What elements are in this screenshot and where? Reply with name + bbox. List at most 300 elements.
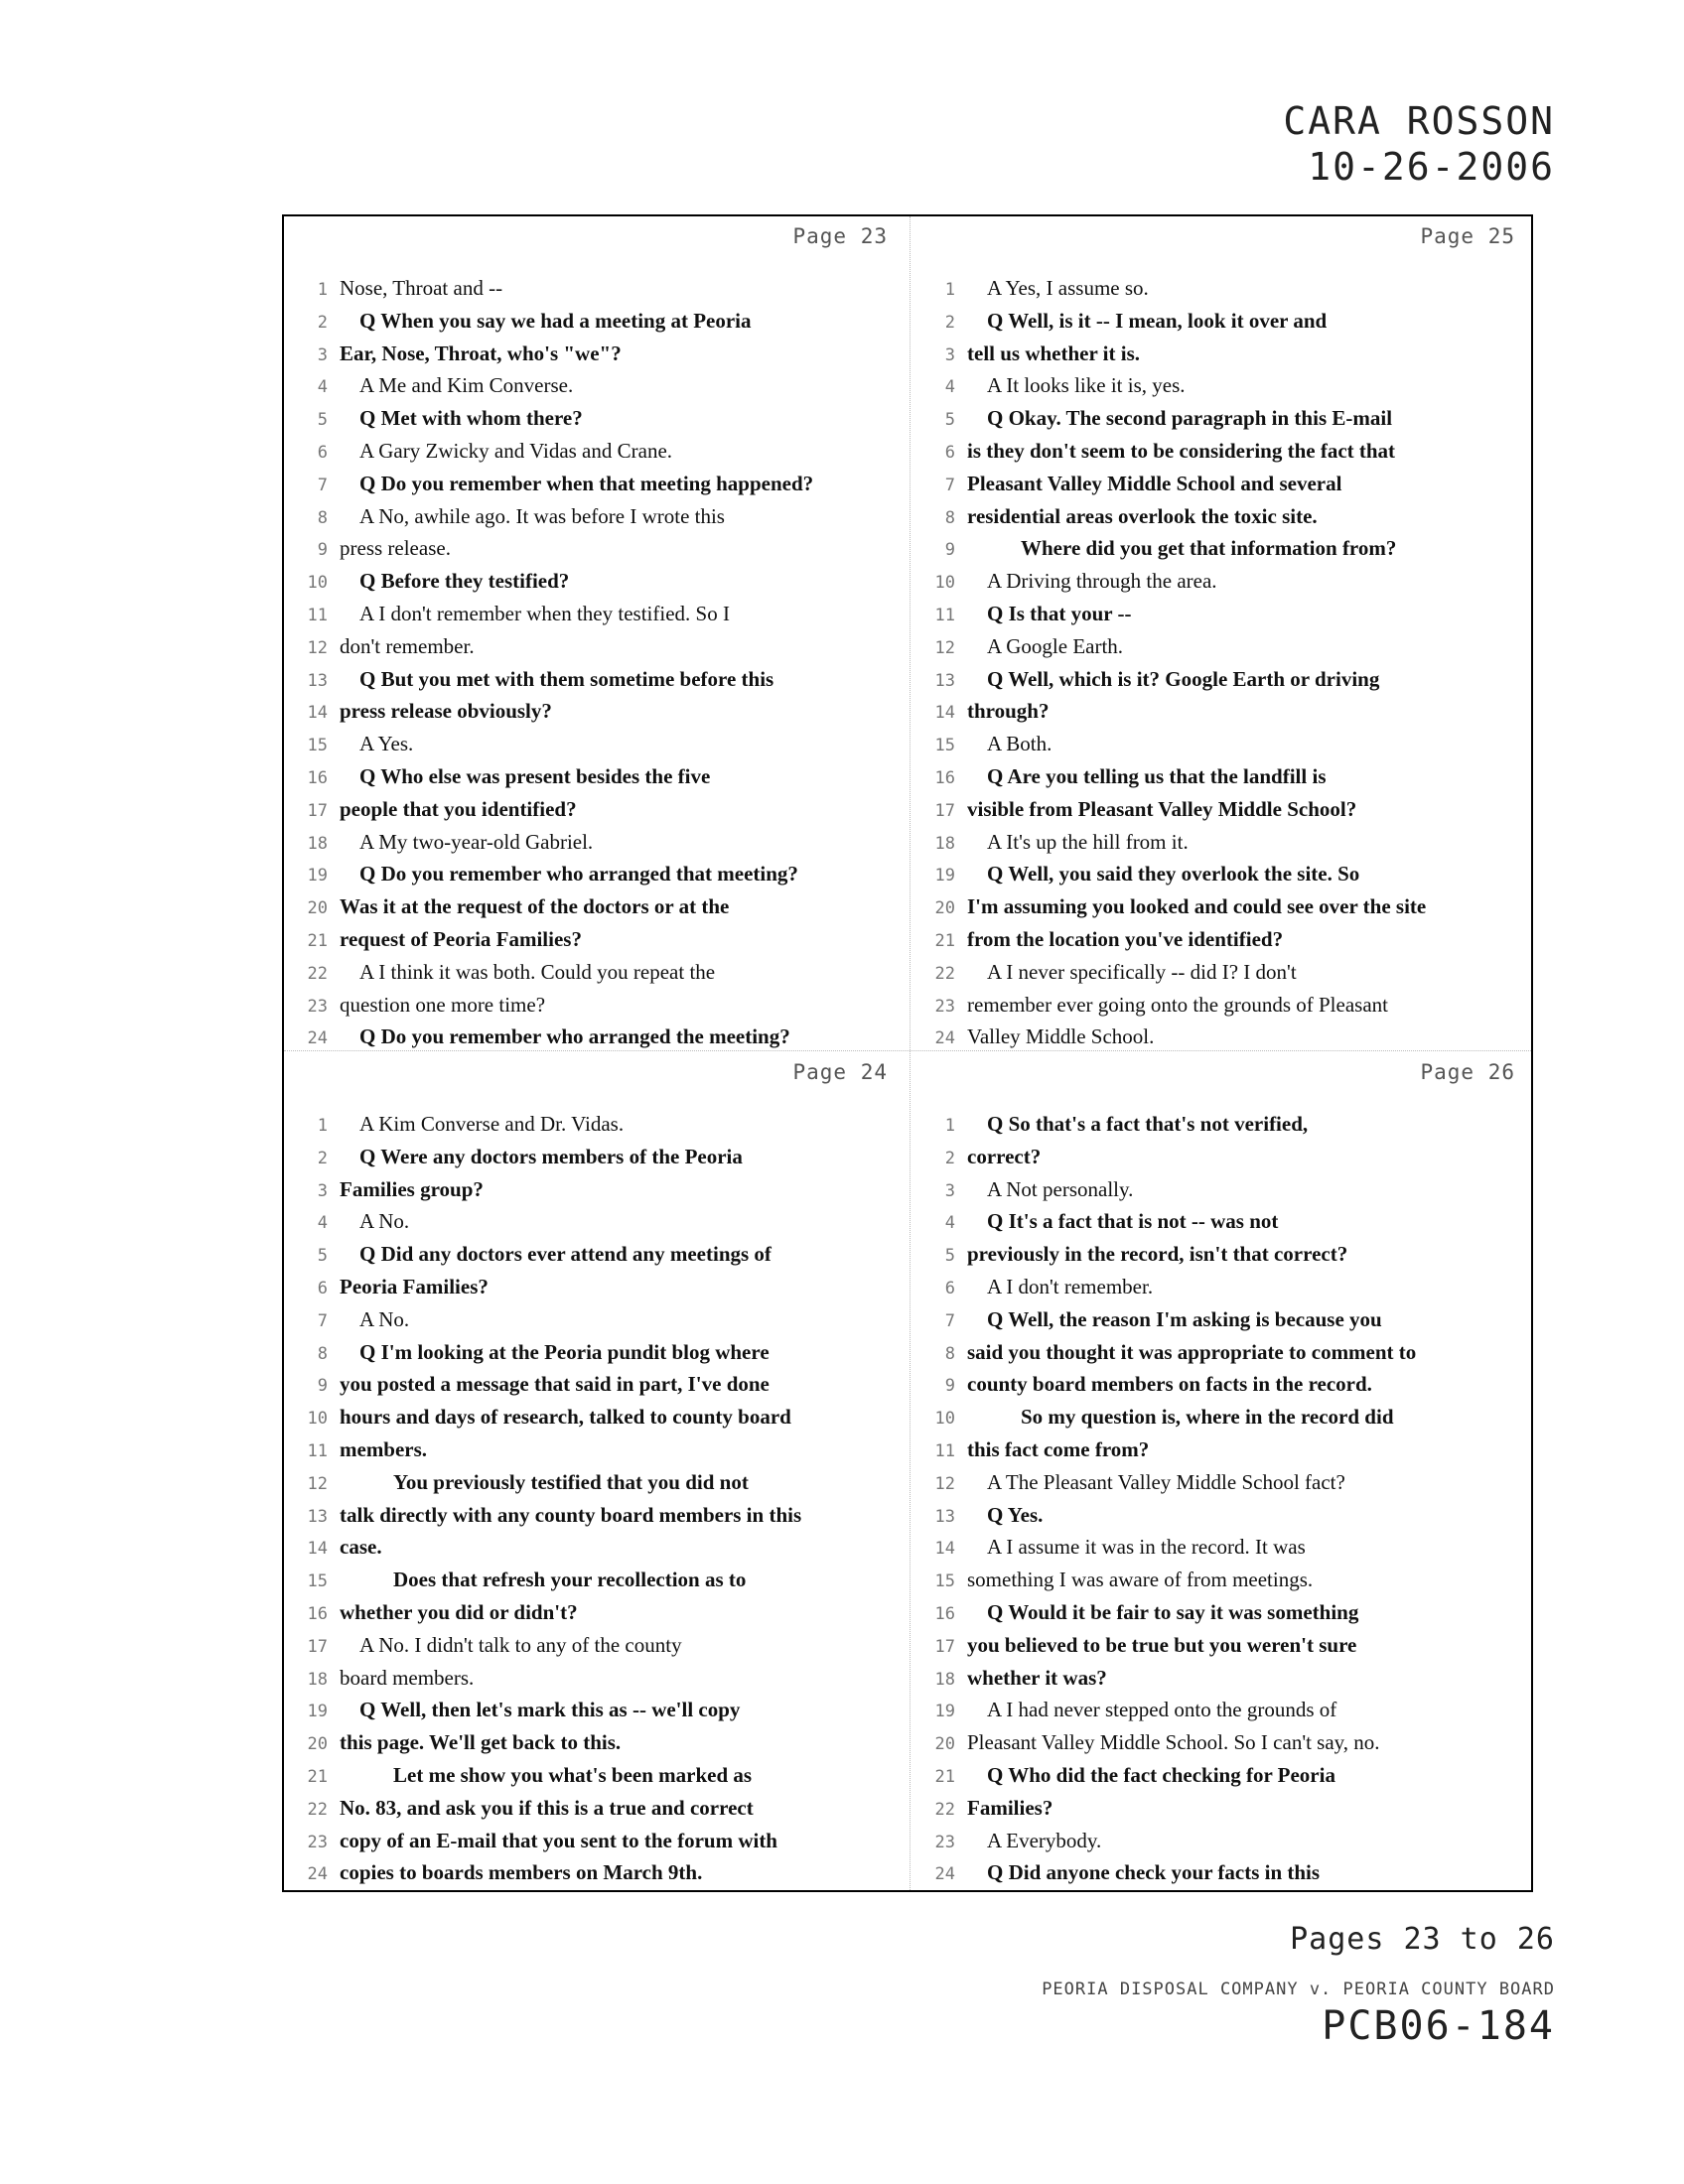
- line-text: Valley Middle School.: [967, 1024, 1155, 1049]
- transcript-page-24: [284, 1052, 906, 1886]
- transcript-line: [912, 793, 1533, 826]
- transcript-line: [284, 1694, 906, 1726]
- transcript-line: [284, 532, 906, 565]
- transcript-line: [284, 598, 906, 630]
- line-number: 24: [934, 1028, 955, 1049]
- line-number: 12: [934, 637, 955, 658]
- line-text: you posted a message that said in part, I've done: [340, 1372, 770, 1397]
- line-number: 13: [934, 670, 955, 691]
- line-number: 3: [317, 1180, 328, 1201]
- transcript-page-25: [912, 216, 1533, 1050]
- line-number: 10: [934, 573, 955, 594]
- transcript-line: [284, 1021, 906, 1050]
- transcript-line: [912, 663, 1533, 696]
- line-number: 21: [307, 930, 328, 951]
- transcript-line: [284, 1173, 906, 1206]
- transcript-line: [284, 1238, 906, 1271]
- line-number: 21: [934, 1766, 955, 1787]
- line-number: 20: [307, 898, 328, 919]
- line-text: Q Would it be fair to say it was something: [987, 1599, 1359, 1624]
- transcript-lines: [912, 272, 1533, 1050]
- line-number: 23: [307, 1832, 328, 1852]
- line-text: Q Do you remember who arranged the meeting?: [359, 1024, 790, 1049]
- line-number: 22: [934, 963, 955, 984]
- line-number: 17: [934, 800, 955, 821]
- transcript-line: [284, 338, 906, 370]
- transcript-line: [912, 989, 1533, 1022]
- line-text: Q So that's a fact that's not verified,: [987, 1112, 1309, 1136]
- transcript-line: [284, 793, 906, 826]
- transcript-line: [912, 1368, 1533, 1401]
- transcript-line: [912, 1596, 1533, 1629]
- transcript-sheet: [282, 214, 1533, 1892]
- transcript-line: [284, 1433, 906, 1466]
- line-text: Q Well, the reason I'm asking is because you: [987, 1306, 1382, 1331]
- line-number: 11: [307, 605, 328, 625]
- line-text: Q Yes.: [987, 1502, 1044, 1527]
- line-number: 18: [307, 1669, 328, 1690]
- line-text: Q Were any doctors members of the Peoria: [359, 1144, 743, 1168]
- line-text: A I don't remember.: [987, 1274, 1154, 1298]
- line-number: 12: [307, 1473, 328, 1494]
- line-text: residential areas overlook the toxic site.: [967, 503, 1318, 528]
- line-number: 4: [317, 377, 328, 398]
- line-number: 14: [934, 1539, 955, 1560]
- line-text: Q Do you remember who arranged that meeting?: [359, 862, 798, 887]
- line-text: Pleasant Valley Middle School. So I can't say, no.: [967, 1730, 1380, 1755]
- line-number: 14: [934, 703, 955, 724]
- line-number: 3: [944, 344, 955, 365]
- line-text: you believed to be true but you weren't sure: [967, 1632, 1357, 1657]
- transcript-line: [284, 1499, 906, 1532]
- line-text: Was it at the request of the doctors or at the: [340, 894, 730, 919]
- transcript-line: [912, 1856, 1533, 1886]
- line-number: 6: [944, 442, 955, 463]
- transcript-line: [284, 1401, 906, 1433]
- line-text: Let me show you what's been marked as: [393, 1762, 753, 1787]
- line-text: members.: [340, 1436, 428, 1461]
- transcript-line: [284, 728, 906, 760]
- line-number: 18: [934, 833, 955, 854]
- line-number: 22: [307, 1799, 328, 1820]
- line-number: 3: [317, 344, 328, 365]
- line-number: 1: [317, 1116, 328, 1136]
- case-caption: PEORIA DISPOSAL COMPANY v. PEORIA COUNTY BOARD: [1042, 1979, 1555, 1999]
- line-number: 15: [307, 736, 328, 756]
- line-text: visible from Pleasant Valley Middle School?: [967, 796, 1357, 821]
- line-number: 5: [317, 1246, 328, 1267]
- transcript-line: [912, 1108, 1533, 1141]
- line-text: A Both.: [987, 732, 1052, 756]
- transcript-line: [912, 1173, 1533, 1206]
- line-text: tell us whether it is.: [967, 341, 1141, 365]
- transcript-line: [284, 695, 906, 728]
- transcript-line: [284, 858, 906, 890]
- page-label: Page 26: [1420, 1060, 1515, 1084]
- transcript-line: [912, 338, 1533, 370]
- transcript-line: [284, 435, 906, 468]
- line-number: 13: [307, 1506, 328, 1527]
- line-text: case.: [340, 1535, 382, 1560]
- line-text: Q But you met with them sometime before this: [359, 666, 774, 691]
- line-text: Nose, Throat and --: [340, 276, 503, 300]
- line-text: Q Before they testified?: [359, 569, 570, 594]
- transcript-line: [912, 728, 1533, 760]
- line-text: A Google Earth.: [987, 633, 1124, 658]
- transcript-line: [912, 826, 1533, 859]
- line-number: 7: [944, 475, 955, 495]
- deposition-date: 10-26-2006: [1308, 145, 1555, 189]
- transcript-line: [284, 1108, 906, 1141]
- transcript-line: [284, 1466, 906, 1499]
- transcript-line: [912, 1303, 1533, 1336]
- line-text: Q Okay. The second paragraph in this E-mail: [987, 406, 1393, 431]
- line-text: hours and days of research, talked to county board: [340, 1405, 791, 1430]
- line-number: 24: [934, 1864, 955, 1885]
- line-text: this page. We'll get back to this.: [340, 1730, 622, 1755]
- line-text: previously in the record, isn't that correct?: [967, 1242, 1348, 1267]
- transcript-line: [284, 1336, 906, 1369]
- transcript-line: [284, 305, 906, 338]
- line-text: this fact come from?: [967, 1436, 1150, 1461]
- line-number: 18: [307, 833, 328, 854]
- line-number: 20: [934, 898, 955, 919]
- transcript-line: [284, 1205, 906, 1238]
- line-text: Q Well, which is it? Google Earth or driving: [987, 666, 1380, 691]
- line-text: Q I'm looking at the Peoria pundit blog where: [359, 1339, 770, 1364]
- line-text: Families?: [967, 1795, 1053, 1820]
- transcript-line: [284, 1856, 906, 1886]
- line-text: Q It's a fact that is not -- was not: [987, 1209, 1279, 1234]
- transcript-line: [912, 598, 1533, 630]
- line-number: 7: [944, 1310, 955, 1331]
- line-text: board members.: [340, 1665, 475, 1690]
- transcript-line: [284, 1759, 906, 1792]
- line-number: 17: [934, 1636, 955, 1657]
- line-number: 3: [944, 1180, 955, 1201]
- line-number: 14: [307, 1539, 328, 1560]
- line-number: 16: [307, 1603, 328, 1624]
- line-number: 17: [307, 1636, 328, 1657]
- line-text: Pleasant Valley Middle School and several: [967, 471, 1342, 495]
- transcript-line: [284, 663, 906, 696]
- row-divider: [284, 1050, 1531, 1051]
- line-text: A I assume it was in the record. It was: [987, 1535, 1306, 1560]
- line-number: 12: [307, 637, 328, 658]
- line-number: 22: [307, 963, 328, 984]
- transcript-line: [284, 1271, 906, 1303]
- line-number: 4: [944, 1213, 955, 1234]
- transcript-line: [912, 1271, 1533, 1303]
- transcript-page-26: [912, 1052, 1533, 1886]
- line-text: Q Do you remember when that meeting happened?: [359, 471, 814, 495]
- transcript-line: [284, 1368, 906, 1401]
- line-text: whether it was?: [967, 1665, 1107, 1690]
- line-number: 15: [934, 736, 955, 756]
- column-divider: [910, 216, 911, 1890]
- line-number: 11: [934, 1440, 955, 1461]
- line-number: 16: [934, 1603, 955, 1624]
- line-text: A I think it was both. Could you repeat the: [359, 959, 716, 984]
- line-number: 20: [934, 1734, 955, 1755]
- transcript-line: [912, 402, 1533, 435]
- line-text: A My two-year-old Gabriel.: [359, 829, 594, 854]
- line-number: 11: [934, 605, 955, 625]
- transcript-line: [912, 1531, 1533, 1564]
- line-text: Where did you get that information from?: [1021, 536, 1397, 561]
- line-number: 4: [944, 377, 955, 398]
- transcript-line: [912, 532, 1533, 565]
- line-text: A No.: [359, 1209, 410, 1234]
- transcript-line: [912, 890, 1533, 923]
- line-number: 14: [307, 703, 328, 724]
- line-number: 7: [317, 1310, 328, 1331]
- line-number: 10: [307, 1409, 328, 1430]
- transcript-line: [912, 1336, 1533, 1369]
- transcript-line: [284, 760, 906, 793]
- transcript-lines: [284, 1108, 906, 1886]
- line-text: remember ever going onto the grounds of Pleasant: [967, 992, 1388, 1017]
- line-text: Ear, Nose, Throat, who's "we"?: [340, 341, 622, 365]
- transcript-line: [912, 1238, 1533, 1271]
- transcript-line: [284, 1141, 906, 1173]
- line-text: A No.: [359, 1306, 410, 1331]
- transcript-line: [912, 1205, 1533, 1238]
- line-number: 6: [944, 1278, 955, 1298]
- line-text: something I was aware of from meetings.: [967, 1568, 1314, 1592]
- line-text: Q Well, then let's mark this as -- we'll copy: [359, 1698, 741, 1722]
- transcript-line: [912, 760, 1533, 793]
- transcript-line: [912, 305, 1533, 338]
- line-text: A It's up the hill from it.: [987, 829, 1189, 854]
- transcript-line: [912, 1401, 1533, 1433]
- line-number: 8: [944, 507, 955, 528]
- line-text: Q Did any doctors ever attend any meetings of: [359, 1242, 772, 1267]
- line-number: 13: [934, 1506, 955, 1527]
- line-text: press release.: [340, 536, 451, 561]
- line-number: 1: [944, 280, 955, 300]
- line-text: Q Is that your --: [987, 601, 1132, 625]
- line-text: copy of an E-mail that you sent to the forum with: [340, 1828, 777, 1852]
- line-number: 13: [307, 670, 328, 691]
- transcript-line: [284, 500, 906, 533]
- line-text: Families group?: [340, 1176, 484, 1201]
- line-number: 23: [934, 996, 955, 1017]
- transcript-line: [912, 1792, 1533, 1825]
- transcript-line: [912, 1499, 1533, 1532]
- line-text: don't remember.: [340, 633, 475, 658]
- line-number: 20: [307, 1734, 328, 1755]
- transcript-line: [284, 826, 906, 859]
- case-number: PCB06-184: [1322, 2003, 1555, 2049]
- line-text: press release obviously?: [340, 699, 552, 724]
- transcript-line: [912, 1726, 1533, 1759]
- line-text: A No, awhile ago. It was before I wrote this: [359, 503, 725, 528]
- line-number: 2: [944, 312, 955, 333]
- line-text: A Me and Kim Converse.: [359, 373, 574, 398]
- line-text: Q Are you telling us that the landfill is: [987, 763, 1327, 788]
- transcript-line: [912, 1694, 1533, 1726]
- line-number: 23: [307, 996, 328, 1017]
- line-number: 7: [317, 475, 328, 495]
- line-number: 24: [307, 1864, 328, 1885]
- transcript-line: [912, 1021, 1533, 1050]
- line-number: 5: [944, 410, 955, 431]
- line-text: I'm assuming you looked and could see over the site: [967, 894, 1427, 919]
- transcript-page-23: [284, 216, 906, 1050]
- line-text: A Yes, I assume so.: [987, 276, 1149, 300]
- line-number: 15: [307, 1571, 328, 1592]
- line-text: Q Well, you said they overlook the site. So: [987, 862, 1360, 887]
- line-number: 8: [317, 1343, 328, 1364]
- line-number: 19: [934, 866, 955, 887]
- line-text: You previously testified that you did not: [393, 1469, 749, 1494]
- line-text: Does that refresh your recollection as to: [393, 1568, 747, 1592]
- transcript-lines: [284, 272, 906, 1050]
- line-number: 8: [944, 1343, 955, 1364]
- transcript-line: [912, 956, 1533, 989]
- page-label: Page 23: [792, 224, 888, 248]
- transcript-line: [284, 1596, 906, 1629]
- line-text: said you thought it was appropriate to comment to: [967, 1339, 1417, 1364]
- line-number: 19: [934, 1702, 955, 1722]
- line-number: 9: [944, 1376, 955, 1397]
- line-text: correct?: [967, 1144, 1042, 1168]
- line-number: 1: [944, 1116, 955, 1136]
- line-text: Q Well, is it -- I mean, look it over and: [987, 308, 1328, 333]
- line-text: request of Peoria Families?: [340, 926, 582, 951]
- line-number: 18: [934, 1669, 955, 1690]
- transcript-line: [912, 1433, 1533, 1466]
- page-range: Pages 23 to 26: [1290, 1922, 1555, 1957]
- transcript-line: [912, 1825, 1533, 1857]
- line-number: 1: [317, 280, 328, 300]
- line-number: 10: [934, 1409, 955, 1430]
- line-number: 9: [317, 1376, 328, 1397]
- line-text: through?: [967, 699, 1050, 724]
- line-text: is they don't seem to be considering the fact that: [967, 438, 1396, 463]
- line-text: whether you did or didn't?: [340, 1599, 578, 1624]
- line-number: 11: [307, 1440, 328, 1461]
- line-text: Q When you say we had a meeting at Peoria: [359, 308, 752, 333]
- line-text: people that you identified?: [340, 796, 577, 821]
- transcript-line: [912, 272, 1533, 305]
- transcript-line: [284, 989, 906, 1022]
- line-number: 17: [307, 800, 328, 821]
- line-number: 2: [317, 1148, 328, 1168]
- transcript-line: [284, 1531, 906, 1564]
- line-text: Q Who else was present besides the five: [359, 763, 711, 788]
- transcript-line: [912, 858, 1533, 890]
- transcript-line: [912, 1141, 1533, 1173]
- line-number: 21: [934, 930, 955, 951]
- line-number: 21: [307, 1766, 328, 1787]
- transcript-line: [912, 1564, 1533, 1596]
- transcript-line: [284, 890, 906, 923]
- transcript-line: [912, 500, 1533, 533]
- line-text: A Everybody.: [987, 1828, 1102, 1852]
- line-text: Q Did anyone check your facts in this: [987, 1860, 1321, 1885]
- transcript-line: [284, 272, 906, 305]
- line-text: A Gary Zwicky and Vidas and Crane.: [359, 438, 673, 463]
- transcript-line: [284, 1629, 906, 1662]
- line-number: 10: [307, 573, 328, 594]
- line-number: 19: [307, 866, 328, 887]
- transcript-line: [912, 923, 1533, 956]
- transcript-line: [912, 565, 1533, 598]
- line-text: A Yes.: [359, 732, 414, 756]
- transcript-line: [912, 695, 1533, 728]
- transcript-line: [284, 1303, 906, 1336]
- transcript-line: [284, 630, 906, 663]
- line-number: 23: [934, 1832, 955, 1852]
- line-text: So my question is, where in the record did: [1021, 1405, 1394, 1430]
- transcript-line: [284, 1792, 906, 1825]
- transcript-lines: [912, 1108, 1533, 1886]
- line-text: county board members on facts in the record.: [967, 1372, 1372, 1397]
- transcript-line: [912, 435, 1533, 468]
- line-text: A Kim Converse and Dr. Vidas.: [359, 1112, 625, 1136]
- line-text: Peoria Families?: [340, 1274, 489, 1298]
- transcript-line: [912, 1759, 1533, 1792]
- line-text: A No. I didn't talk to any of the county: [359, 1632, 682, 1657]
- line-text: Q Who did the fact checking for Peoria: [987, 1762, 1335, 1787]
- line-text: talk directly with any county board members in this: [340, 1502, 802, 1527]
- transcript-line: [912, 468, 1533, 500]
- transcript-line: [284, 369, 906, 402]
- line-number: 16: [307, 767, 328, 788]
- line-text: A Not personally.: [987, 1176, 1134, 1201]
- transcript-line: [284, 565, 906, 598]
- transcript-line: [912, 1629, 1533, 1662]
- line-number: 6: [317, 1278, 328, 1298]
- transcript-line: [284, 1726, 906, 1759]
- line-text: A I had never stepped onto the grounds of: [987, 1698, 1337, 1722]
- line-number: 22: [934, 1799, 955, 1820]
- line-number: 19: [307, 1702, 328, 1722]
- line-number: 4: [317, 1213, 328, 1234]
- line-number: 16: [934, 767, 955, 788]
- line-number: 5: [317, 410, 328, 431]
- transcript-line: [284, 1825, 906, 1857]
- line-number: 9: [317, 540, 328, 561]
- transcript-line: [284, 468, 906, 500]
- line-text: Q Met with whom there?: [359, 406, 583, 431]
- witness-name: CARA ROSSON: [1283, 99, 1555, 143]
- transcript-line: [912, 369, 1533, 402]
- line-text: question one more time?: [340, 992, 546, 1017]
- line-number: 2: [944, 1148, 955, 1168]
- transcript-line: [912, 1662, 1533, 1695]
- line-number: 5: [944, 1246, 955, 1267]
- line-text: A It looks like it is, yes.: [987, 373, 1186, 398]
- transcript-line: [284, 1564, 906, 1596]
- line-number: 8: [317, 507, 328, 528]
- line-text: A Driving through the area.: [987, 569, 1217, 594]
- line-text: A I don't remember when they testified. So I: [359, 601, 730, 625]
- line-number: 6: [317, 442, 328, 463]
- page-label: Page 24: [792, 1060, 888, 1084]
- transcript-line: [912, 1466, 1533, 1499]
- line-text: copies to boards members on March 9th.: [340, 1860, 703, 1885]
- line-text: A The Pleasant Valley Middle School fact?: [987, 1469, 1345, 1494]
- line-text: A I never specifically -- did I? I don't: [987, 959, 1297, 984]
- line-text: No. 83, and ask you if this is a true and correct: [340, 1795, 754, 1820]
- transcript-line: [284, 956, 906, 989]
- transcript-line: [912, 630, 1533, 663]
- line-number: 15: [934, 1571, 955, 1592]
- transcript-line: [284, 923, 906, 956]
